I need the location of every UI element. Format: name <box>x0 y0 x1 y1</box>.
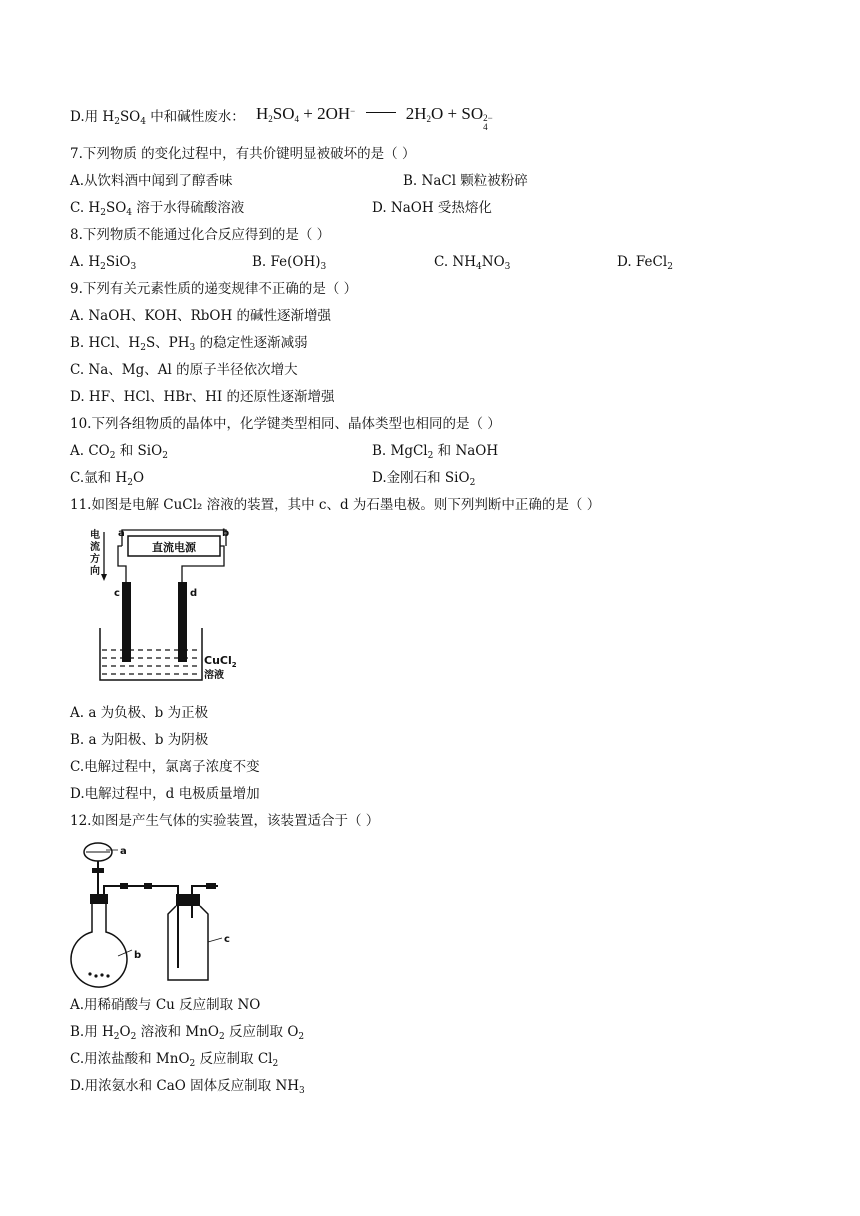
q9-option-b: B. HCl、$H_2S$、$PH_3$ 的稳定性逐渐减弱 <box>70 335 308 353</box>
round-bottom-flask <box>71 904 127 987</box>
label-b: b <box>134 950 142 961</box>
q10-stem: 10.下列各组物质的晶体中，化学键类型相同、晶体类型也相同的是（ ） <box>70 416 501 432</box>
gas-generation-apparatus <box>68 838 248 988</box>
electrode-c-label: c <box>114 588 120 599</box>
q8-option-b: B. $Fe(OH)_3$ <box>252 254 327 272</box>
q12-option-c: C.用浓盐酸和 MnO$_2$ 反应制取 $Cl_2$ <box>70 1051 279 1069</box>
q7-stem: 7.下列物质 的变化过程中，有共价键明显被破坏的是（ ） <box>70 146 416 162</box>
q12-stem: 12.如图是产生气体的实验装置，该装置适合于（ ） <box>70 813 380 829</box>
q10-option-d: D.金刚石和 SiO$_2$ <box>372 470 476 488</box>
q6-equation: $H_2SO_4 + 2OH^-$ $2H_2O$ + SO 2− 4 <box>256 104 493 132</box>
q9-option-a: A. NaOH、KOH、RbOH 的碱性逐渐增强 <box>70 308 332 324</box>
electrolysis-diagram <box>74 524 254 692</box>
q10-option-c: C.氩和 $H_2O$ <box>70 470 145 488</box>
q8-stem: 8.下列物质不能通过化合反应得到的是（ ） <box>70 227 331 243</box>
electrode-d-label: d <box>190 588 198 599</box>
q7-option-a: A.从饮料酒中闻到了醇香味 <box>70 173 233 189</box>
q7-option-d: D. NaOH 受热熔化 <box>372 200 492 216</box>
q7-option-b: B. NaCl 颗粒被粉碎 <box>403 173 528 189</box>
gas-collecting-bottle <box>168 906 208 980</box>
solution-label-2: 溶液 <box>204 670 224 681</box>
terminal-a-label: a <box>118 528 125 539</box>
q11-stem: 11.如图是电解 CuCl₂ 溶液的装置，其中 c、d 为石墨电极。则下列判断中正确的是（ ） <box>70 497 601 513</box>
q9-stem: 9.下列有关元素性质的递变规律不正确的是（ ） <box>70 281 358 297</box>
q9-option-d: D. HF、HCl、HBr、HI 的还原性逐渐增强 <box>70 389 335 405</box>
equal-long-dash <box>366 112 396 113</box>
q11-option-c: C.电解过程中，氯离子浓度不变 <box>70 759 260 775</box>
q10-option-a: A. $CO_2$ 和 SiO$_2$ <box>70 443 168 461</box>
q8-option-d: D. FeCl$_2$ <box>617 254 673 272</box>
label-c: c <box>224 934 230 945</box>
q10-option-b: B. MgCl$_2$ 和 NaOH <box>372 443 499 461</box>
q8-option-a: A. $H_2SiO_3$ <box>70 254 137 272</box>
q11-option-a: A. a 为负极、b 为正极 <box>70 705 209 721</box>
q9-option-c: C. Na、Mg、Al 的原子半径依次增大 <box>70 362 298 378</box>
solution-label: CuCl$_2$ <box>204 654 237 669</box>
q8-option-c: C. $NH_4NO_3$ <box>434 254 511 272</box>
q7-option-c: C. $H_2SO_4$ 溶于水得硫酸溶液 <box>70 200 245 218</box>
current-direction-label: 电流方向 <box>90 530 100 577</box>
q12-option-b: B.用 $H_2O_2$ 溶液和 MnO$_2$ 反应制取 $O_2$ <box>70 1024 305 1042</box>
q6-option-d: D.用 $H_2SO_4$ 中和碱性废水： <box>70 109 245 127</box>
terminal-b-label: b <box>222 528 230 539</box>
label-a: a <box>120 846 127 857</box>
q11-option-b: B. a 为阳极、b 为阴极 <box>70 732 209 748</box>
q12-option-a: A.用稀硝酸与 Cu 反应制取 NO <box>70 997 261 1013</box>
q12-option-d: D.用浓氨水和 CaO 固体反应制取 $NH_3$ <box>70 1078 305 1096</box>
dc-power-label: 直流电源 <box>152 541 196 554</box>
q11-option-d: D.电解过程中，d 电极质量增加 <box>70 786 260 802</box>
